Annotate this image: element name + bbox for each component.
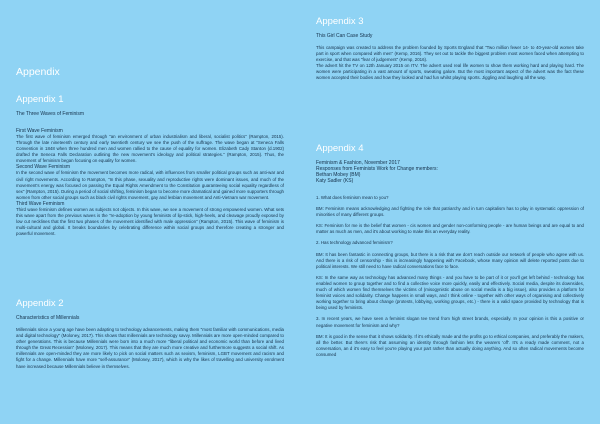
answer-bm-2: BM: It has been fantastic in connecting groups, but there is a risk that we don't reach outside our network of people who agree with us. And there is a risk of censorship - this is increasingly happening with Facebook, whose many opinion will delete reported posts due to political interests. We still need to have radical conversations face to face. <box>316 251 584 269</box>
appendix-1-section <box>16 94 284 237</box>
answer-bm-1: BM: Feminism means acknowledging and fighting the role that patriarchy and in turn capitalism has to play in systematic oppression of minorities of many different groups. <box>316 206 584 218</box>
answer-ks-2: KS: In the same way as technology has advanced many things - and you have to be part of it or you'll get left behind - technology has enabled women to group together and to find a collective voice more quickly, easily and effectively. Social media, despite its downsides, much of which women find themselves the victims of (misogynistic abuse on social media is a big issue), also provides a platform for feminist voices and solidarity. Change happens in small ways, and I think online - together with other ways of organising and collectively working together to bring about change (protests, lobbying, working groups, etc.) - there is a valid space provided by technology that is being used by feminists. <box>316 274 584 311</box>
appendix-4-section <box>316 143 584 363</box>
appendix-1-heading: Appendix 1 <box>16 94 64 105</box>
question-3: 3. In recent years, we have seen a feminist slogan tee trend from high street brands, especially. In your opinion is this a positive or negative movement for feminism and why? <box>316 316 584 328</box>
appendix-3-text-2: The advert hit the TV on 12th January 2015 on ITV. The advert used real life women to show them working hard and playing hard. The women were participating in a vast amount of sports, sweating galore. But the most important aspect of the advert was the fact these women accepted their bodies and how they looked and had fun whilst playing sports. Jiggling and laughing all the way. <box>316 63 584 81</box>
wave1-text: The first wave of feminism emerged through "an environment of urban industrialism and liberal, socialist politics" (Rampton, 2015). Through the late nineteenth century and early twentieth century we see the push of the suffrage. The wave began at "Seneca Falls Convention in 1848 when three hundred men and women rallied to the cause of equality for women. Elizabeth Cady Stanton (d.1902) drafted the Seneca Falls Declaration outlining the new movement's ideology and political strategies." (Rampton, 2015). Thus, the movement of feminism began focusing on equality for women. <box>16 134 284 164</box>
wave2-title: Second Wave Feminism <box>16 164 70 171</box>
appendix-4-heading: Appendix 4 <box>316 143 364 154</box>
right-page <box>300 0 600 424</box>
appendix-3-section <box>316 16 584 87</box>
appendix-3-subtitle: This Girl Can Case Study <box>316 33 373 39</box>
appendix-2-heading: Appendix 2 <box>16 298 64 309</box>
appendix-3-heading: Appendix 3 <box>316 16 364 27</box>
question-1: 1. What does feminism mean to you? <box>316 195 389 200</box>
wave2-text: In the second wave of feminism the movement becomes more radical, with influences from smaller political groups such as anti-war and civil right movements. According to Rampton, "In this phase, sexuality and reproductive rights were dominant issues, and much of the movement's energy was focused on passing the Equal Rights Amendment to the Constitution guaranteeing social equality regardless of sex" (Rampton, 2015). During a period of social shifting, feminism began to become more dramatical and gained more supporters through women from other social groups such as black civil rights movement, gay and lesbian movement and Anti-Vietnam war movement. <box>16 170 284 200</box>
wave1-title: First Wave Feminism <box>16 128 63 134</box>
appendix-2-subtitle: Characteristics of Millennials <box>16 315 80 321</box>
interview-info-line: Katy Sadler (KS) <box>316 178 354 184</box>
question-2: 2. Has technology advanced feminism? <box>316 240 393 246</box>
answer-ks-1: KS: Feminism for me is the belief that women - cis women and gender non-conforming people - are human beings and are equal to and matter as much as men, and it's about working to make this an everyday reality. <box>316 223 584 235</box>
interview-info-line: Responses from Feminists Work for Change members: <box>316 166 438 172</box>
answer-bm-3: BM: It is good in the sense that it shows solidarity. If it's ethically made and the profits go to ethical companies, and preferably the makers, all the better. But there's risk that assuming an identity through fashion lets the wearers 'off'. It's a ready made comment, not a conversation, an d it's easy to feel you're playing your part rather than actually doing anything. And so often radical movements become consumed <box>316 333 584 357</box>
appendix-1-subtitle: The Three Waves of Feminism <box>16 111 85 117</box>
wave3-title: Third Wave Feminism <box>16 200 65 207</box>
interview-info-line: Bethan Mobey (BM) <box>316 172 361 178</box>
appendix-2-text: Millennials since a young age have been adapting to technology advancements, making them "most familiar with communications, media and digital technology" (Moloney, 2017). This shows that millennials are technology savvy. Millennials are more open-minded compared to other generations. This is because Millennials were born into a much more "liberal political and economic world than before and lived through the Great Recession" (Moloney, 2017). This means that they are much more creative and furthermore suggests a social shift. As millennials are open-minded they are more likely to pick on social matters such as sexism, feminism, LGBT movement and racism and fight for a change. Millennials have more "self-assurance" (Moloney, 2017), which is why the likes of travelling and university enrolment have increased because Millennials believe in themselves. <box>16 327 284 369</box>
appendix-title: Appendix <box>16 66 60 78</box>
appendix-2-section <box>16 298 284 375</box>
appendix-3-text-1: This campaign was created to address the problem founded by Sports England that "Two million fewer 14- to 40-year-old women take part in sport when compared with men" (Kemp, 2016). They set out to tackle the biggest problem most women faced when attempting to exercise, and that was "fear of judgement" (Kemp, 2016). <box>316 45 584 63</box>
interview-info-line: Feminism & Fashion, November 2017 <box>316 160 400 166</box>
wave3-text: Third wave feminism defines women as subjects not objects. In this wave, we see a movement of strong empowered women. What sets this wave apart from the previous waves is the "re-adoption by young feminists of lip-stick, high-heels, and cleavage proudly exposed by low cut necklines that the first two phases of the movement identified with male oppression" (Rampton, 2015). This wave of feminism is multi-cultural and global. It breaks boundaries by celebrating difference within social groups and therefore creating a stronger and powerful movement. <box>16 206 284 237</box>
